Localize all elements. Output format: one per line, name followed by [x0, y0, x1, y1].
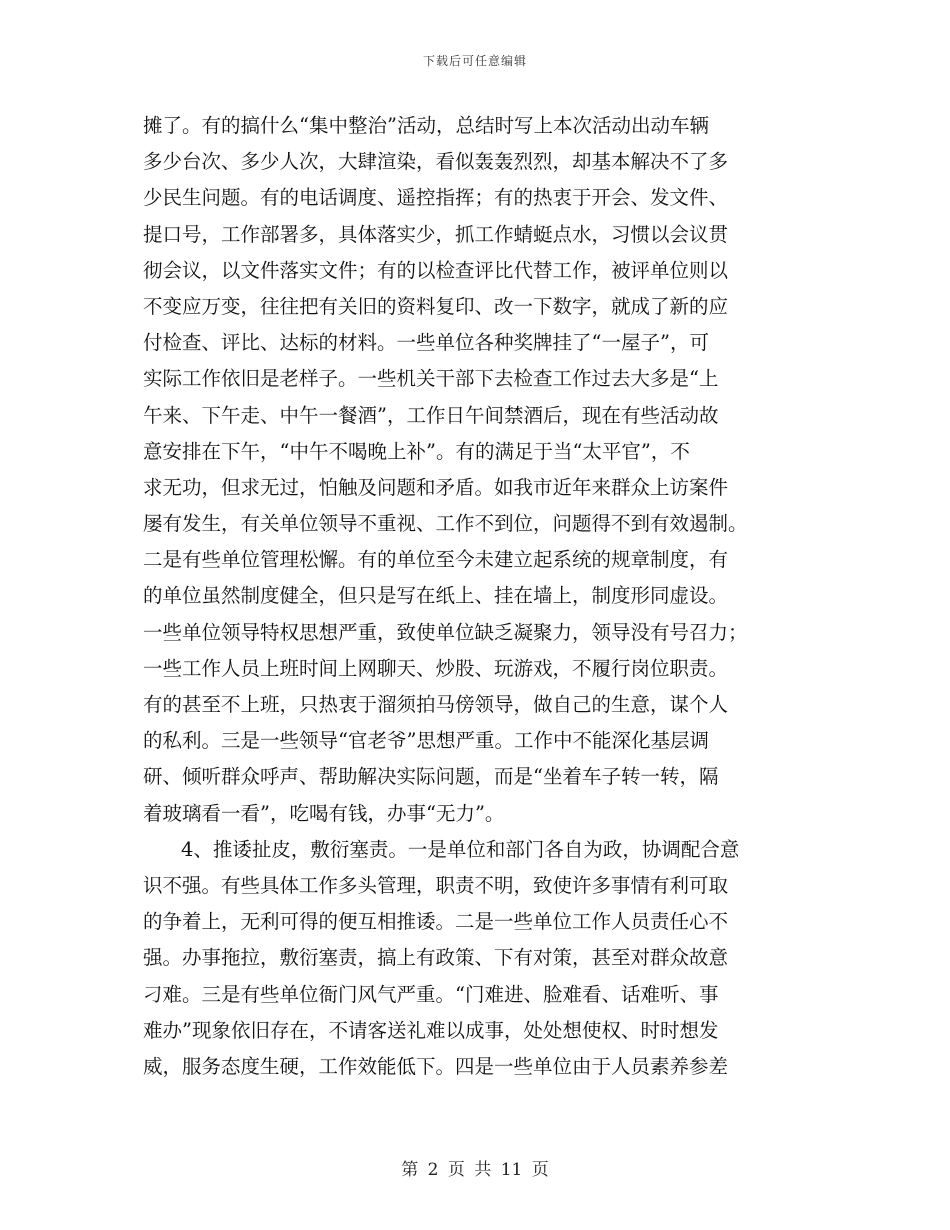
text-line: 一些工作人员上班时间上网聊天、炒股、玩游戏，不履行岗位职责。 — [143, 656, 729, 680]
text-line: 午来、下午走、中午一餐酒”，工作日午间禁酒后，现在有些活动故 — [143, 403, 719, 427]
text-line: 强。办事拖拉，敷衍塞责，搞上有政策、下有对策，甚至对群众故意 — [143, 946, 729, 970]
text-line: 求无功，但求无过，怕触及问题和矛盾。如我市近年来群众上访案件 — [143, 475, 729, 499]
text-line: 研、倾听群众呼声、帮助解决实际问题，而是“坐着车子转一转，隔 — [143, 765, 719, 789]
text-line: 多少台次、多少人次，大肆渲染，看似轰轰烈烈，却基本解决不了多 — [143, 150, 729, 174]
document-body — [143, 108, 808, 1085]
text-line: 少民生问题。有的电话调度、遥控指挥；有的热衷于开会、发文件、 — [143, 186, 729, 210]
text-line: 摊了。有的搞什么“集中整治”活动，总结时写上本次活动出动车辆 — [143, 114, 709, 137]
text-line: 的私利。三是一些领导“官老爷”思想严重。工作中不能深化基层调 — [143, 729, 709, 753]
page-header: 下载后可任意编辑 — [422, 54, 527, 68]
text-line: 二是有些单位管理松懈。有的单位至今未建立起系统的规章制度，有 — [143, 548, 729, 572]
text-line: 提口号，工作部署多，具体落实少，抓工作蜻蜓点水，习惯以会议贯 — [143, 222, 729, 246]
text-line: 识不强。有些具体工作多头管理，职责不明，致使许多事情有利可取 — [143, 873, 729, 897]
text-line: 不变应万变，往往把有关旧的资料复印、改一下数字，就成了新的应 — [143, 294, 729, 318]
text-line: 的单位虽然制度健全，但只是写在纸上、挂在墙上，制度形同虚设。 — [143, 584, 729, 608]
text-line: 难办”现象依旧存在，不请客送礼难以成事，处处想使权、时时想发 — [143, 1018, 719, 1042]
text-line: 实际工作依旧是老样子。一些机关干部下去检查工作过去大多是“上 — [143, 367, 719, 391]
text-line: 4、推诿扯皮，敷衍塞责。一是单位和部门各自为政，协调配合意 — [181, 837, 740, 861]
text-line: 刁难。三是有些单位衙门风气严重。“门难进、脸难看、话难听、事 — [143, 982, 719, 1006]
text-line: 的争着上，无利可得的便互相推诿。二是一些单位工作人员责任心不 — [143, 910, 729, 934]
text-line: 有的甚至不上班，只热衷于溜须拍马傍领导，做自己的生意，谋个人 — [143, 693, 729, 716]
page-number-footer: 第 2 页 共 11 页 — [401, 1160, 549, 1180]
paragraph — [143, 832, 808, 1085]
text-line: 着玻璃看一看”，吃喝有钱，办事“无力”。 — [143, 801, 505, 825]
text-line: 威，服务态度生硬，工作效能低下。四是一些单位由于人员素养参差 — [143, 1054, 729, 1078]
text-line: 意安排在下午，“中午不喝晚上补”。有的满足于当“太平官”，不 — [143, 439, 690, 463]
paragraph — [143, 108, 808, 832]
text-line: 一些单位领导特权思想严重，致使单位缺乏凝聚力，领导没有号召力； — [143, 620, 748, 644]
text-line: 彻会议，以文件落实文件；有的以检查评比代替工作，被评单位则以 — [143, 258, 729, 282]
text-line: 屡有发生，有关单位领导不重视、工作不到位，问题得不到有效遏制。 — [143, 512, 748, 536]
text-line: 付检查、评比、达标的材料。一些单位各种奖牌挂了“一屋子”，可 — [143, 331, 709, 355]
